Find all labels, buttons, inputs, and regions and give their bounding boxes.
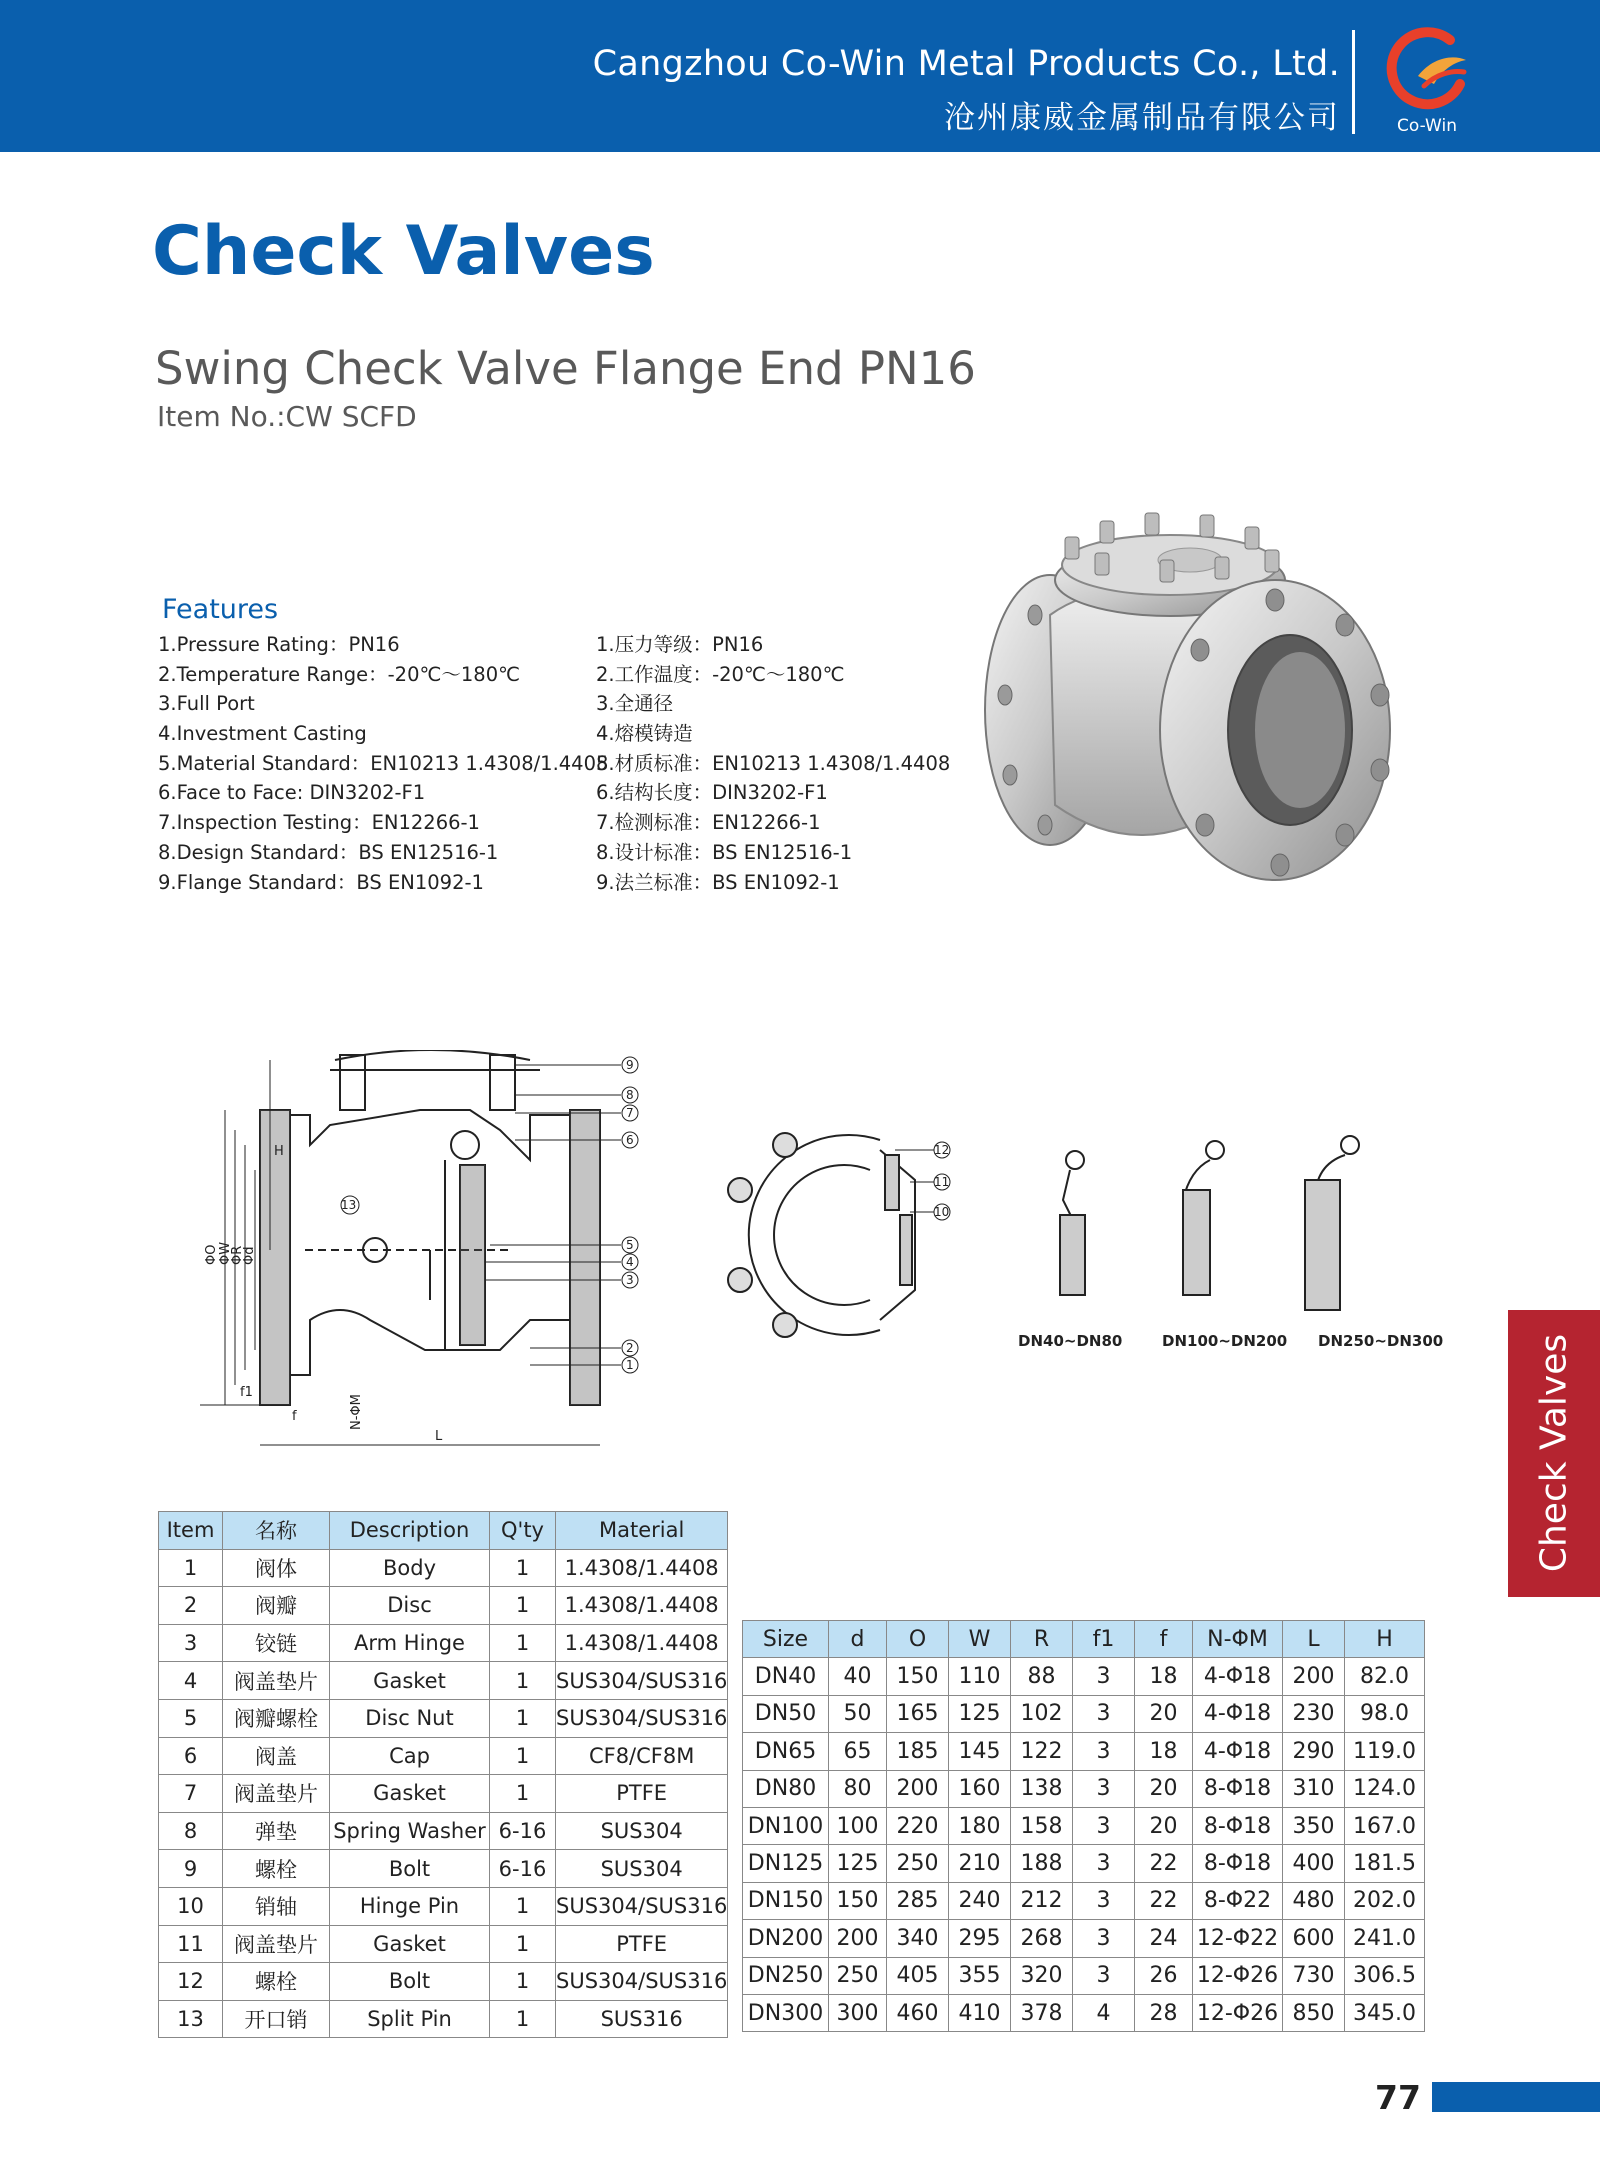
table-cell: 1	[490, 1737, 556, 1775]
table-row	[159, 1887, 728, 1925]
table-cell: 250	[887, 1845, 949, 1882]
feature-item: 2.工作温度：-20℃～180℃	[596, 662, 845, 686]
valve-section-drawing	[200, 1050, 660, 1460]
table-cell: 10	[159, 1887, 223, 1925]
table-row	[743, 1807, 1425, 1844]
table-cell: 8	[159, 1812, 223, 1850]
feature-item: 5.Material Standard：EN10213 1.4308/1.4408	[158, 751, 609, 775]
column-header: Item	[159, 1512, 223, 1550]
table-cell: 阀盖垫片	[223, 1662, 330, 1700]
valve-product-photo	[960, 505, 1400, 910]
dim-label-O: ΦO	[204, 1244, 219, 1265]
table-cell: 200	[829, 1920, 887, 1957]
table-cell: Hinge Pin	[330, 1887, 490, 1925]
table-header-row	[743, 1621, 1425, 1658]
table-row	[743, 1695, 1425, 1732]
table-cell: 4	[159, 1662, 223, 1700]
table-cell: SUS304/SUS316	[556, 1699, 728, 1737]
table-cell: 122	[1011, 1733, 1073, 1770]
dim-label-R: ΦR	[230, 1245, 245, 1265]
column-header: O	[887, 1621, 949, 1658]
callout-10: 10	[934, 1205, 950, 1219]
table-cell: 13	[159, 2000, 223, 2038]
table-cell: 82.0	[1345, 1658, 1425, 1695]
features-list-cn	[596, 630, 950, 897]
size-table-body	[743, 1658, 1425, 2032]
table-cell: 1.4308/1.4408	[556, 1587, 728, 1625]
table-row	[743, 1957, 1425, 1994]
table-cell: 268	[1011, 1920, 1073, 1957]
feature-item: 2.Temperature Range：-20℃～180℃	[158, 662, 520, 686]
disc-label-dn100-dn200: DN100~DN200	[1162, 1332, 1288, 1350]
table-cell: 210	[949, 1845, 1011, 1882]
co-win-swirl-logo-icon	[1372, 26, 1482, 116]
table-cell: 460	[887, 1994, 949, 2031]
table-cell: 3	[1073, 1882, 1135, 1919]
table-cell: 145	[949, 1733, 1011, 1770]
table-cell: 285	[887, 1882, 949, 1919]
table-cell: 24	[1135, 1920, 1193, 1957]
feature-item: 3.全通径	[596, 692, 674, 716]
table-row	[159, 1850, 728, 1888]
feature-item: 4.熔模铸造	[596, 722, 693, 746]
product-title: Swing Check Valve Flange End PN16	[155, 342, 976, 395]
table-cell: 螺栓	[223, 1850, 330, 1888]
table-row	[743, 1994, 1425, 2031]
callout-9: 9	[626, 1058, 634, 1072]
table-cell: 250	[829, 1957, 887, 1994]
table-cell: 295	[949, 1920, 1011, 1957]
table-cell: 150	[829, 1882, 887, 1919]
table-cell: Gasket	[330, 1925, 490, 1963]
table-cell: 4	[1073, 1994, 1135, 2031]
table-row	[159, 1699, 728, 1737]
table-cell: 1	[490, 1887, 556, 1925]
table-cell: 320	[1011, 1957, 1073, 1994]
table-cell: 3	[1073, 1695, 1135, 1732]
table-cell: 378	[1011, 1994, 1073, 2031]
table-cell: 阀盖垫片	[223, 1925, 330, 1963]
table-cell: PTFE	[556, 1775, 728, 1813]
callout-1: 1	[626, 1358, 634, 1372]
column-header: W	[949, 1621, 1011, 1658]
column-header: N-ΦM	[1193, 1621, 1283, 1658]
table-cell: 3	[1073, 1807, 1135, 1844]
table-cell: 165	[887, 1695, 949, 1732]
table-cell: 355	[949, 1957, 1011, 1994]
table-cell: 1	[490, 1587, 556, 1625]
table-cell: SUS304/SUS316	[556, 1662, 728, 1700]
table-cell: 40	[829, 1658, 887, 1695]
dim-label-d: Φd	[242, 1246, 257, 1265]
table-cell: DN40	[743, 1658, 829, 1695]
table-cell: 158	[1011, 1807, 1073, 1844]
table-cell: 3	[159, 1624, 223, 1662]
callout-11: 11	[934, 1175, 950, 1189]
table-cell: 200	[1283, 1658, 1345, 1695]
dim-label-NM: N-ΦM	[349, 1394, 364, 1430]
table-cell: 410	[949, 1994, 1011, 2031]
table-cell: 1	[490, 1549, 556, 1587]
table-row	[159, 2000, 728, 2038]
table-cell: 螺栓	[223, 1963, 330, 2001]
cover-top-view-drawing	[710, 1120, 960, 1350]
table-cell: SUS316	[556, 2000, 728, 2038]
disc-label-dn250-dn300: DN250~DN300	[1318, 1332, 1444, 1350]
table-cell: 220	[887, 1807, 949, 1844]
column-header: Q'ty	[490, 1512, 556, 1550]
company-name-en: Cangzhou Co-Win Metal Products Co., Ltd.	[592, 44, 1340, 84]
table-cell: 241.0	[1345, 1920, 1425, 1957]
table-cell: 310	[1283, 1770, 1345, 1807]
column-header: L	[1283, 1621, 1345, 1658]
table-cell: 11	[159, 1925, 223, 1963]
table-cell: 480	[1283, 1882, 1345, 1919]
table-cell: 18	[1135, 1733, 1193, 1770]
table-cell: SUS304/SUS316	[556, 1963, 728, 2001]
item-number: Item No.:CW SCFD	[157, 400, 417, 433]
table-cell: 2	[159, 1587, 223, 1625]
table-cell: Disc	[330, 1587, 490, 1625]
table-cell: 1	[159, 1549, 223, 1587]
table-cell: 20	[1135, 1807, 1193, 1844]
parts-table-body	[159, 1549, 728, 2038]
callout-5: 5	[626, 1238, 634, 1252]
table-cell: CF8/CF8M	[556, 1737, 728, 1775]
table-cell: 1	[490, 1963, 556, 2001]
feature-item: 1.压力等级：PN16	[596, 633, 764, 656]
feature-item: 6.Face to Face: DIN3202-F1	[158, 781, 426, 805]
table-cell: 12-Φ26	[1193, 1957, 1283, 1994]
column-header: Material	[556, 1512, 728, 1550]
table-cell: 160	[949, 1770, 1011, 1807]
table-cell: 600	[1283, 1920, 1345, 1957]
table-cell: 3	[1073, 1658, 1135, 1695]
table-row	[159, 1737, 728, 1775]
table-cell: 3	[1073, 1733, 1135, 1770]
features-list-en	[158, 630, 608, 897]
feature-item: 5.材质标准：EN10213 1.4308/1.4408	[596, 751, 951, 775]
table-row	[743, 1770, 1425, 1807]
table-row	[159, 1775, 728, 1813]
table-row	[159, 1812, 728, 1850]
table-cell: DN300	[743, 1994, 829, 2031]
table-cell: 230	[1283, 1695, 1345, 1732]
table-cell: Split Pin	[330, 2000, 490, 2038]
table-cell: 1	[490, 1624, 556, 1662]
feature-item: 8.设计标准：BS EN12516-1	[596, 840, 853, 864]
table-cell: 50	[829, 1695, 887, 1732]
table-cell: Gasket	[330, 1775, 490, 1813]
header-divider	[1352, 30, 1355, 134]
table-cell: Body	[330, 1549, 490, 1587]
table-cell: 110	[949, 1658, 1011, 1695]
table-cell: 9	[159, 1850, 223, 1888]
table-cell: 350	[1283, 1807, 1345, 1844]
table-cell: 400	[1283, 1845, 1345, 1882]
table-row	[743, 1845, 1425, 1882]
dim-label-f: f	[292, 1409, 297, 1424]
company-name-cn: 沧州康威金属制品有限公司	[944, 100, 1340, 136]
table-cell: 22	[1135, 1882, 1193, 1919]
table-cell: 开口销	[223, 2000, 330, 2038]
table-header-row	[159, 1512, 728, 1550]
table-cell: DN100	[743, 1807, 829, 1844]
table-cell: 12-Φ26	[1193, 1994, 1283, 2031]
table-cell: 3	[1073, 1770, 1135, 1807]
table-cell: 340	[887, 1920, 949, 1957]
feature-item: 9.法兰标准：BS EN1092-1	[596, 870, 840, 894]
table-cell: 20	[1135, 1695, 1193, 1732]
column-header: Size	[743, 1621, 829, 1658]
table-cell: 80	[829, 1770, 887, 1807]
table-cell: 102	[1011, 1695, 1073, 1732]
table-cell: 180	[949, 1807, 1011, 1844]
table-cell: 150	[887, 1658, 949, 1695]
column-header: 名称	[223, 1512, 330, 1550]
table-row	[159, 1624, 728, 1662]
table-cell: 弹垫	[223, 1812, 330, 1850]
table-cell: 138	[1011, 1770, 1073, 1807]
column-header: R	[1011, 1621, 1073, 1658]
table-cell: 124.0	[1345, 1770, 1425, 1807]
callout-2: 2	[626, 1341, 634, 1355]
table-cell: DN200	[743, 1920, 829, 1957]
feature-item: 4.Investment Casting	[158, 722, 367, 746]
column-header: H	[1345, 1621, 1425, 1658]
table-cell: 202.0	[1345, 1882, 1425, 1919]
table-cell: 4-Φ18	[1193, 1733, 1283, 1770]
table-cell: 98.0	[1345, 1695, 1425, 1732]
table-cell: 阀盖	[223, 1737, 330, 1775]
table-row	[743, 1658, 1425, 1695]
table-cell: PTFE	[556, 1925, 728, 1963]
table-cell: 18	[1135, 1658, 1193, 1695]
table-cell: 405	[887, 1957, 949, 1994]
column-header: f	[1135, 1621, 1193, 1658]
table-cell: 1	[490, 2000, 556, 2038]
table-cell: 200	[887, 1770, 949, 1807]
column-header: Description	[330, 1512, 490, 1550]
table-cell: Arm Hinge	[330, 1624, 490, 1662]
table-cell: 26	[1135, 1957, 1193, 1994]
table-cell: 8-Φ22	[1193, 1882, 1283, 1919]
table-row	[743, 1920, 1425, 1957]
table-cell: 3	[1073, 1845, 1135, 1882]
callout-12: 12	[934, 1143, 950, 1157]
table-cell: 1	[490, 1775, 556, 1813]
page-title: Check Valves	[152, 212, 655, 291]
table-cell: 730	[1283, 1957, 1345, 1994]
dim-label-L: L	[435, 1429, 443, 1444]
features-title: Features	[162, 594, 279, 625]
logo-text: Co-Win	[1397, 116, 1457, 136]
feature-item: 9.Flange Standard：BS EN1092-1	[158, 870, 484, 894]
table-cell: 125	[949, 1695, 1011, 1732]
disc-variants-drawing	[1015, 1130, 1455, 1330]
table-cell: 240	[949, 1882, 1011, 1919]
table-cell: 119.0	[1345, 1733, 1425, 1770]
table-cell: 1	[490, 1925, 556, 1963]
table-cell: 1.4308/1.4408	[556, 1624, 728, 1662]
feature-item: 3.Full Port	[158, 692, 255, 716]
feature-item: 1.Pressure Rating：PN16	[158, 633, 400, 656]
table-cell: 1.4308/1.4408	[556, 1549, 728, 1587]
table-cell: DN80	[743, 1770, 829, 1807]
side-section-tab	[1508, 1310, 1600, 1597]
table-cell: 12-Φ22	[1193, 1920, 1283, 1957]
callout-6: 6	[626, 1133, 634, 1147]
table-cell: 阀体	[223, 1549, 330, 1587]
table-cell: 4-Φ18	[1193, 1695, 1283, 1732]
table-cell: 125	[829, 1845, 887, 1882]
table-cell: DN65	[743, 1733, 829, 1770]
table-cell: DN250	[743, 1957, 829, 1994]
table-cell: Disc Nut	[330, 1699, 490, 1737]
callout-8: 8	[626, 1088, 634, 1102]
table-cell: SUS304	[556, 1812, 728, 1850]
table-cell: 306.5	[1345, 1957, 1425, 1994]
feature-item: 6.结构长度：DIN3202-F1	[596, 781, 828, 805]
parts-table	[158, 1511, 728, 2038]
table-cell: 12	[159, 1963, 223, 2001]
table-cell: 8-Φ18	[1193, 1770, 1283, 1807]
table-cell: 3	[1073, 1957, 1135, 1994]
table-row	[743, 1882, 1425, 1919]
table-row	[743, 1733, 1425, 1770]
size-table	[742, 1620, 1425, 2032]
callout-7: 7	[626, 1106, 634, 1120]
dim-label-f1: f1	[240, 1385, 253, 1400]
table-cell: 销轴	[223, 1887, 330, 1925]
dim-label-W: ΦW	[218, 1241, 233, 1265]
table-cell: SUS304/SUS316	[556, 1887, 728, 1925]
table-cell: 212	[1011, 1882, 1073, 1919]
table-cell: Bolt	[330, 1963, 490, 2001]
footer-bar	[1432, 2082, 1600, 2112]
table-row	[159, 1662, 728, 1700]
table-cell: 8-Φ18	[1193, 1807, 1283, 1844]
table-cell: 167.0	[1345, 1807, 1425, 1844]
callout-3: 3	[626, 1273, 634, 1287]
table-cell: Cap	[330, 1737, 490, 1775]
table-cell: 阀盖垫片	[223, 1775, 330, 1813]
page-number: 77	[1375, 2078, 1421, 2117]
table-cell: DN150	[743, 1882, 829, 1919]
table-cell: 1	[490, 1699, 556, 1737]
table-cell: DN50	[743, 1695, 829, 1732]
column-header: d	[829, 1621, 887, 1658]
table-cell: 290	[1283, 1733, 1345, 1770]
table-cell: 22	[1135, 1845, 1193, 1882]
table-cell: 88	[1011, 1658, 1073, 1695]
header-bar	[0, 0, 1600, 152]
table-cell: 3	[1073, 1920, 1135, 1957]
table-cell: 1	[490, 1662, 556, 1700]
feature-item: 7.Inspection Testing：EN12266-1	[158, 811, 480, 835]
table-cell: 100	[829, 1807, 887, 1844]
callout-13: 13	[341, 1198, 357, 1212]
callout-4: 4	[626, 1255, 634, 1269]
side-tab-label: Check Valves	[1533, 1333, 1575, 1573]
table-cell: 5	[159, 1699, 223, 1737]
table-cell: 8-Φ18	[1193, 1845, 1283, 1882]
table-cell: Gasket	[330, 1662, 490, 1700]
table-cell: DN125	[743, 1845, 829, 1882]
table-cell: 阀瓣螺栓	[223, 1699, 330, 1737]
table-row	[159, 1587, 728, 1625]
table-cell: SUS304	[556, 1850, 728, 1888]
feature-item: 7.检测标准：EN12266-1	[596, 811, 821, 835]
table-cell: 188	[1011, 1845, 1073, 1882]
table-cell: 850	[1283, 1994, 1345, 2031]
company-logo	[1372, 26, 1482, 142]
table-cell: 阀瓣	[223, 1587, 330, 1625]
table-cell: Spring Washer	[330, 1812, 490, 1850]
table-cell: 7	[159, 1775, 223, 1813]
table-cell: 28	[1135, 1994, 1193, 2031]
table-row	[159, 1549, 728, 1587]
table-cell: 185	[887, 1733, 949, 1770]
table-cell: Bolt	[330, 1850, 490, 1888]
table-cell: 300	[829, 1994, 887, 2031]
table-cell: 6	[159, 1737, 223, 1775]
table-cell: 20	[1135, 1770, 1193, 1807]
dim-label-H: H	[274, 1144, 284, 1159]
table-row	[159, 1963, 728, 2001]
table-cell: 4-Φ18	[1193, 1658, 1283, 1695]
feature-item: 8.Design Standard：BS EN12516-1	[158, 840, 499, 864]
table-cell: 6-16	[490, 1812, 556, 1850]
table-cell: 345.0	[1345, 1994, 1425, 2031]
column-header: f1	[1073, 1621, 1135, 1658]
disc-label-dn40-dn80: DN40~DN80	[1018, 1332, 1123, 1350]
table-cell: 65	[829, 1733, 887, 1770]
table-cell: 6-16	[490, 1850, 556, 1888]
table-cell: 铰链	[223, 1624, 330, 1662]
table-cell: 181.5	[1345, 1845, 1425, 1882]
table-row	[159, 1925, 728, 1963]
